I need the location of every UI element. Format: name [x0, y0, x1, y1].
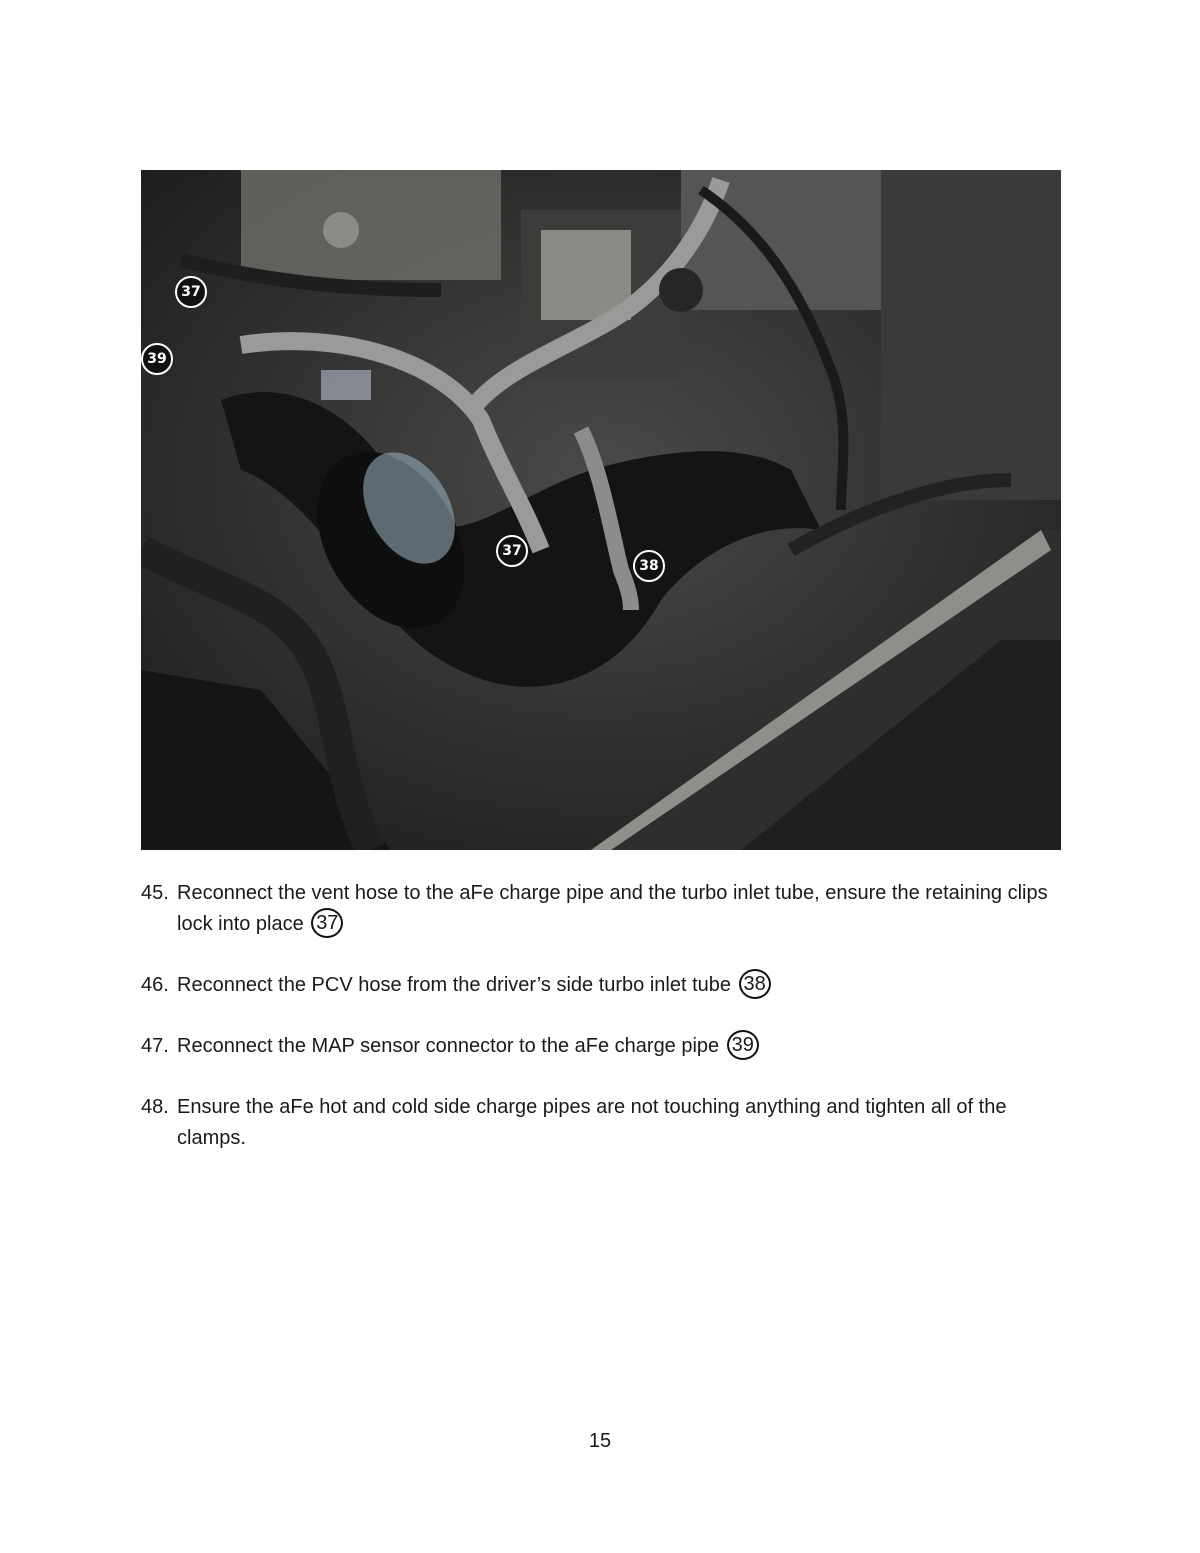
step-48: [141, 1092, 1061, 1154]
step-text: [177, 878, 1061, 940]
step-47: [141, 1031, 1061, 1062]
instruction-steps: [141, 878, 1061, 1184]
step-number: 45.: [141, 882, 169, 904]
callout-ref-38: 38: [739, 969, 771, 999]
step-text: [177, 970, 1061, 1001]
step-text-body: Reconnect the MAP sensor connector to the aFe charge pipe: [177, 1035, 720, 1057]
step-text: Ensure the aFe hot and cold side charge pipes are not touching anything and tighten all of the clamps.: [177, 1096, 1007, 1149]
step-number: 48.: [141, 1096, 169, 1118]
step-number: 46.: [141, 974, 169, 996]
callout-37-top: 37: [175, 276, 207, 308]
step-text-body: Reconnect the vent hose to the aFe charge pipe and the turbo inlet tube, ensure the retaining clips lock into place: [177, 882, 1048, 935]
engine-bay-illustration: [141, 170, 1061, 850]
step-text: [177, 1031, 1061, 1062]
step-text-body: Reconnect the PCV hose from the driver’s side turbo inlet tube: [177, 974, 732, 996]
callout-ref-39: 39: [727, 1030, 759, 1060]
step-45: [141, 878, 1061, 940]
callout-38: 38: [633, 550, 665, 582]
callout-37-lower: 37: [496, 535, 528, 567]
step-number: 47.: [141, 1035, 169, 1057]
callout-ref-37: 37: [311, 908, 343, 938]
page-number: 15: [588, 1430, 612, 1452]
callout-39: 39: [141, 343, 173, 375]
step-46: [141, 970, 1061, 1001]
engine-bay-photo: [141, 170, 1061, 850]
